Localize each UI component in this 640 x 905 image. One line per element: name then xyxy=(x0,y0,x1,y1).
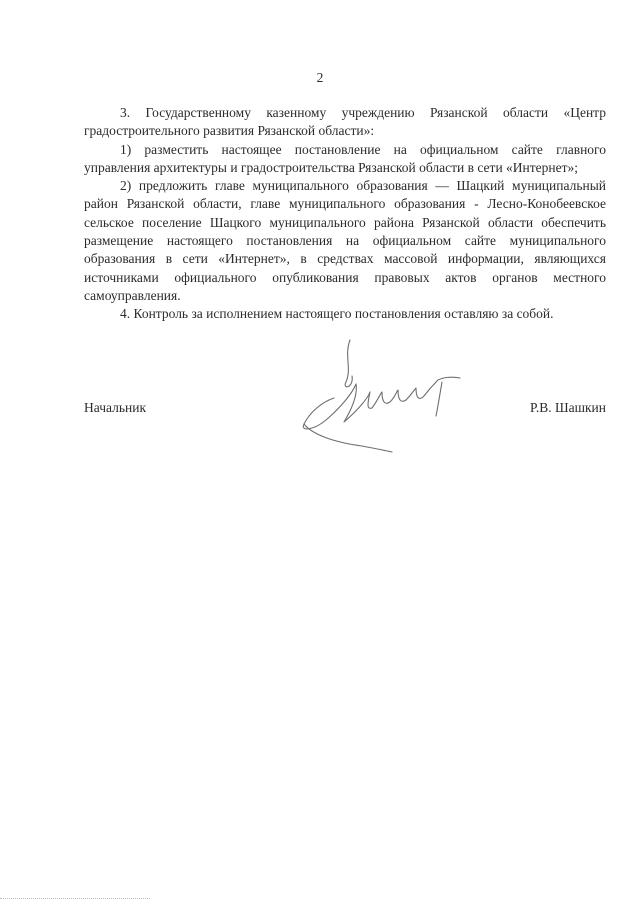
paragraph-subitem-2: 2) предложить главе муниципального образования — Шацкий муниципальный район Рязанской области, главе муниципального образования - Лесно-Конобеевское сельское поселение Шацкого муниципального района Рязанской области обеспечить размещение настоящего постановления на официальном сайте муниципального образования в сети «Интернет», в средствах массовой информации, являющихся источниками официального опубликования правовых актов органов местного самоуправления. xyxy=(84,178,606,303)
signer-position: Начальник xyxy=(84,400,147,415)
page-number: 2 xyxy=(316,70,324,85)
document-body xyxy=(84,104,606,324)
handwritten-signature xyxy=(292,338,467,458)
signer-name: Р.В. Шашкин xyxy=(530,400,606,415)
paragraph-item-3: 3. Государственному казенному учреждению Рязанской области «Центр градостроительного развития Рязанской области»: xyxy=(84,105,606,139)
scan-edge-line xyxy=(0,898,150,899)
paragraph-item-4: 4. Контроль за исполнением настоящего постановления оставляю за собой. xyxy=(120,306,554,322)
paragraph-subitem-1: 1) разместить настоящее постановление на официальном сайте главного управления архитектуры и градостроительства Рязанской области в сети «Интернет»; xyxy=(84,141,606,175)
